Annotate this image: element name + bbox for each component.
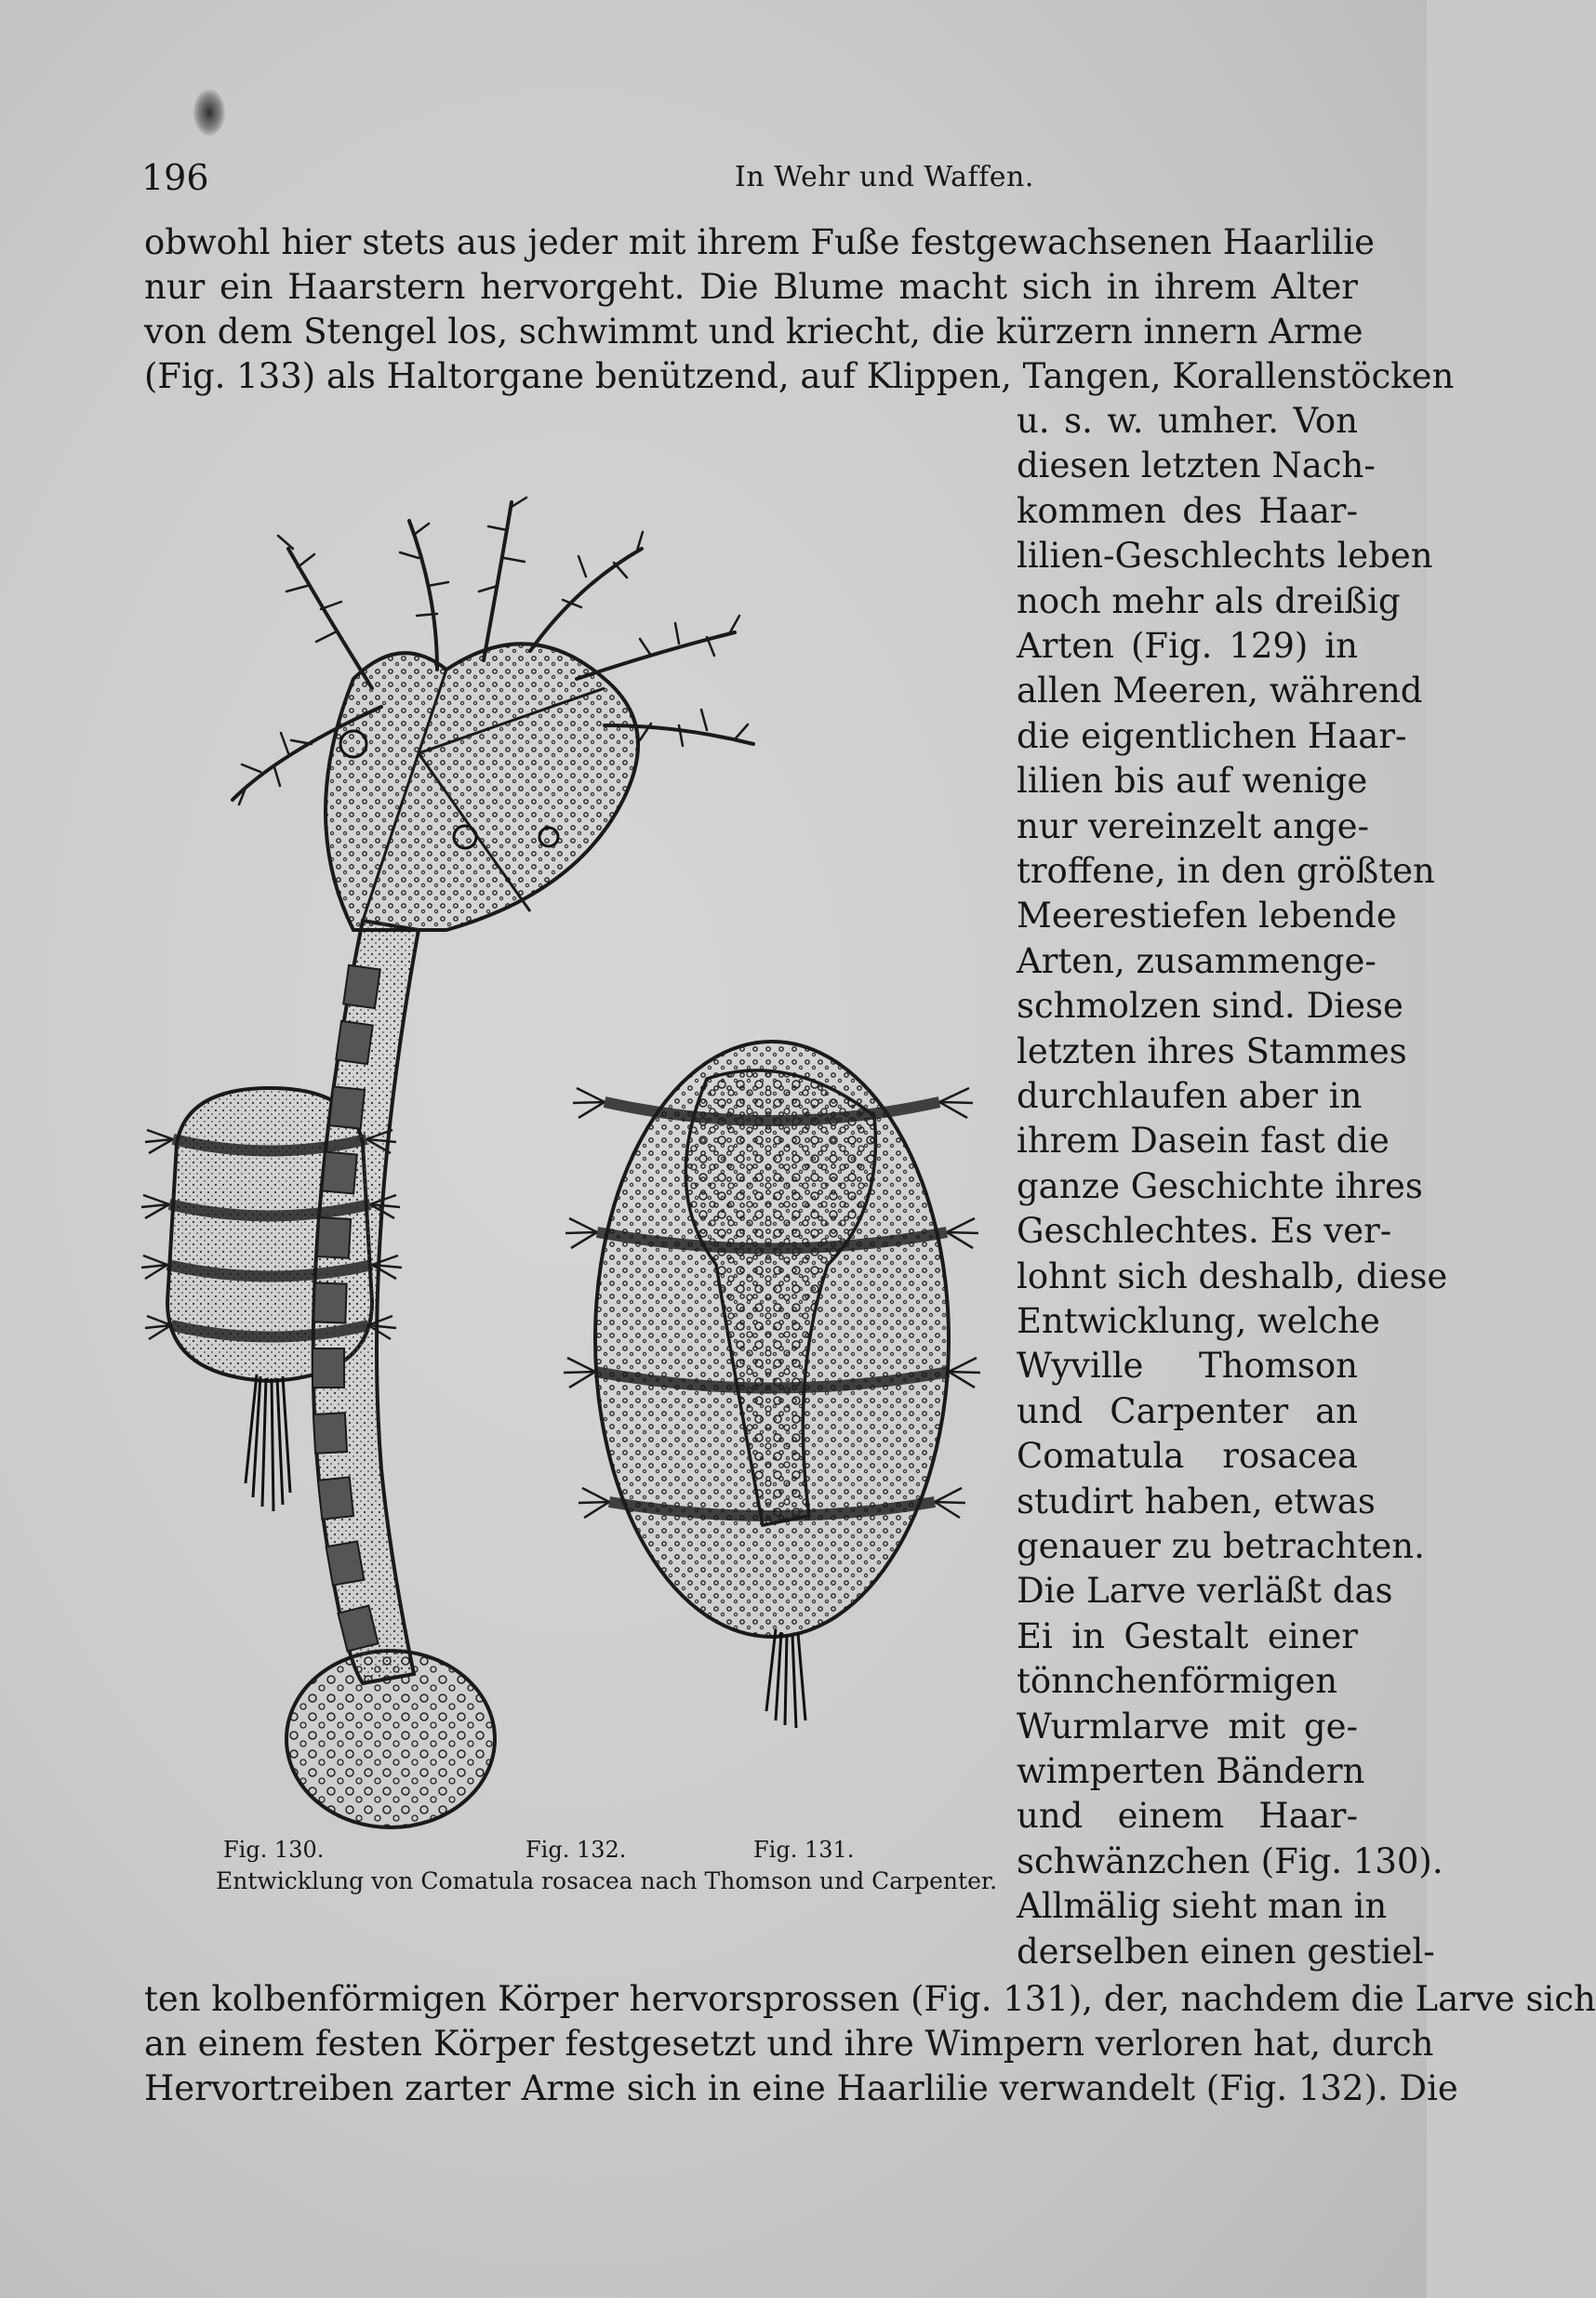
text-line: noch mehr als dreißig xyxy=(1017,580,1401,621)
text-line: lilien bis auf wenige xyxy=(1017,761,1368,802)
text-line: wimperten Bändern xyxy=(1017,1751,1365,1791)
text-line: schmolzen sind. Diese xyxy=(1017,986,1403,1027)
text-line: nur ein Haarstern hervorgeht. Die Blume macht sich in ihrem Alter xyxy=(144,267,1358,307)
text-line: ihrem Dasein fast die xyxy=(1017,1121,1390,1162)
text-line: Arten (Fig. 129) in xyxy=(1017,626,1358,666)
text-line: Wurmlarve mit ge- xyxy=(1017,1706,1358,1747)
text-line: nur vereinzelt ange- xyxy=(1017,805,1369,846)
text-line: allen Meeren, während xyxy=(1017,671,1423,711)
text-line: Arten, zusammenge- xyxy=(1017,940,1377,981)
text-line: an einem festen Körper festgesetzt und ihre Wimpern verloren hat, durch xyxy=(144,2024,1434,2064)
text-line: die eigentlichen Haar- xyxy=(1017,715,1407,756)
fig-131-larva-drawing xyxy=(564,1042,980,1728)
text-line: und einem Haar- xyxy=(1017,1796,1358,1837)
text-line: derselben einen gestiel- xyxy=(1017,1931,1435,1972)
figure-caption: Entwicklung von Comatula rosacea nach Thomson und Carpenter. xyxy=(216,1867,998,1894)
page-header xyxy=(140,153,1367,200)
figure-label-131: Fig. 131. xyxy=(753,1837,855,1863)
text-line: Wyville Thomson xyxy=(1017,1346,1358,1387)
text-line: durchlaufen aber in xyxy=(1017,1076,1363,1116)
page-number: 196 xyxy=(141,157,209,198)
text-line: lilien-Geschlechts leben xyxy=(1017,536,1433,577)
text-line: tönnchenförmigen xyxy=(1017,1661,1338,1702)
text-line: und Carpenter an xyxy=(1017,1390,1358,1431)
text-line: troffene, in den größten xyxy=(1017,851,1435,891)
text-line: letzten ihres Stammes xyxy=(1017,1030,1407,1071)
text-line: Allmälig sieht man in xyxy=(1017,1886,1388,1927)
figure-label-132: Fig. 132. xyxy=(525,1837,627,1863)
text-line: ten kolbenförmigen Körper hervorsprossen (Fig. 131), der, nachdem die Larve sich xyxy=(144,1979,1596,2019)
text-line: schwänzchen (Fig. 130). xyxy=(1017,1840,1443,1881)
text-line: Geschlechtes. Es ver- xyxy=(1017,1211,1392,1252)
text-line: Comatula rosacea xyxy=(1017,1436,1358,1477)
text-line: diesen letzten Nach- xyxy=(1017,445,1376,486)
figure-label-130: Fig. 130. xyxy=(223,1837,325,1863)
text-line: ganze Geschichte ihres xyxy=(1017,1165,1423,1206)
text-line: kommen des Haar- xyxy=(1017,490,1358,531)
text-line: (Fig. 133) als Haltorgane benützend, auf Klippen, Tangen, Korallenstöcken xyxy=(144,356,1455,396)
text-line: Die Larve verläßt das xyxy=(1017,1571,1393,1612)
figure-comatula-development xyxy=(140,446,1014,1883)
text-line: studirt haben, etwas xyxy=(1017,1481,1376,1521)
ink-smudge xyxy=(193,89,225,136)
running-title: In Wehr und Waffen. xyxy=(735,161,1034,193)
text-line: Hervortreiben zarter Arme sich in eine Haarlilie verwandelt (Fig. 132). Die xyxy=(144,2068,1458,2108)
text-line: genauer zu betrachten. xyxy=(1017,1526,1425,1566)
text-line: Ei in Gestalt einer xyxy=(1017,1615,1358,1656)
text-line: u. s. w. umher. Von xyxy=(1017,401,1358,441)
text-line: lohnt sich deshalb, diese xyxy=(1017,1255,1448,1296)
text-line: von dem Stengel los, schwimmt und kriecht, die kürzern innern Arme xyxy=(144,312,1363,352)
text-line: obwohl hier stets aus jeder mit ihrem Fuße festgewachsenen Haarlilie xyxy=(144,222,1376,262)
figure-illustration xyxy=(140,446,1014,1883)
text-line: Entwicklung, welche xyxy=(1017,1301,1380,1341)
text-line: Meerestiefen lebende xyxy=(1017,896,1397,936)
